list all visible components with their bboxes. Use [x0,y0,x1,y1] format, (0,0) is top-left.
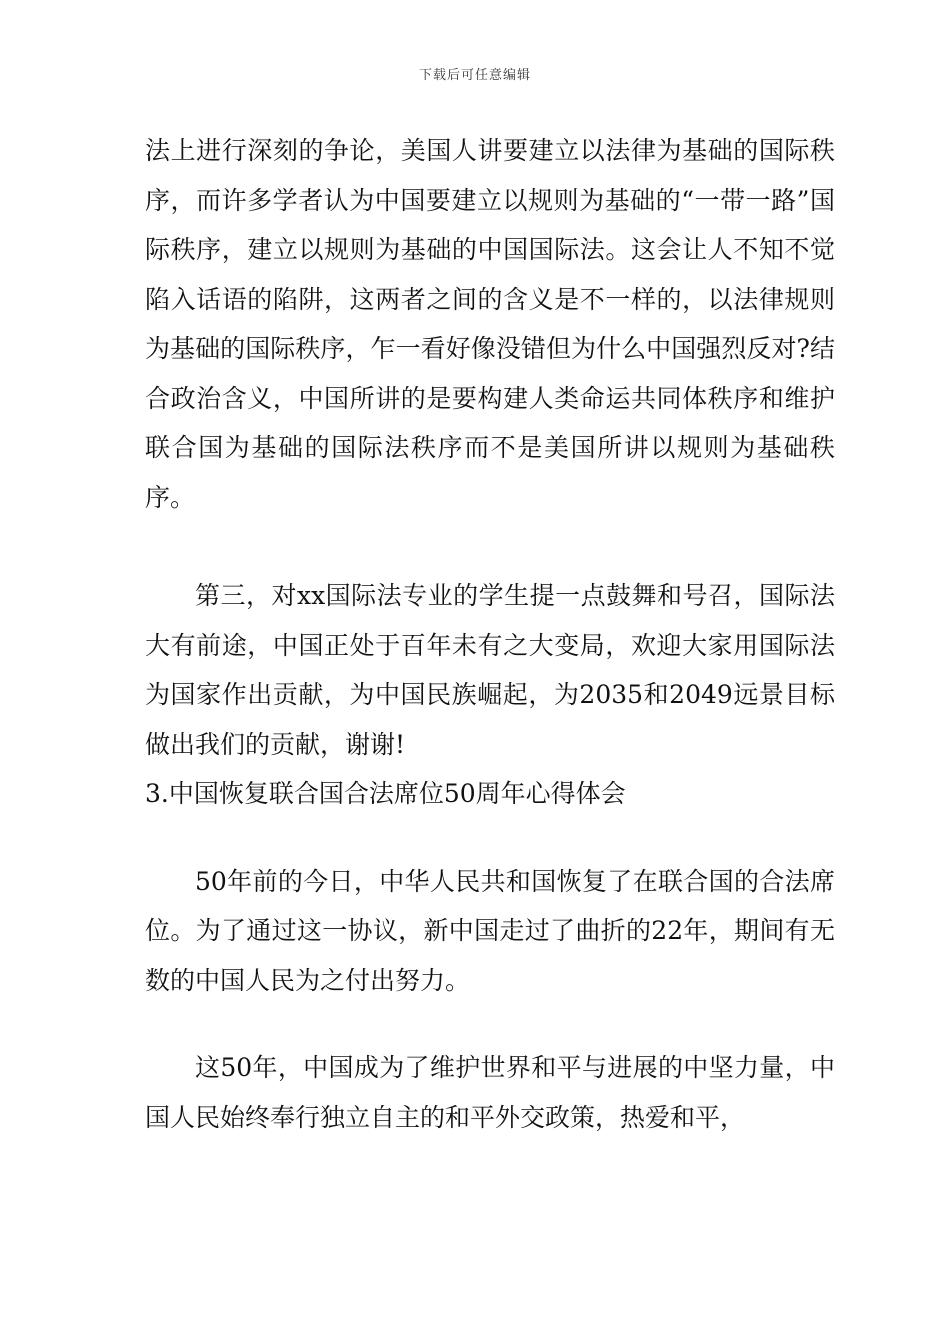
paragraph-3: 50年前的今日，中华人民共和国恢复了在联合国的合法席位。为了通过这一协议，新中国走过了曲折的22年，期间有无数的中国人民为之付出努力。 [145,866,835,995]
section-heading: 3.中国恢复联合国合法席位50周年心得体会 [145,779,626,808]
paragraph-4: 这50年，中国成为了维护世界和平与进展的中坚力量，中国人民始终奉行独立自主的和平外交政策，热爱和平， [145,1053,835,1132]
paragraph-1: 法上进行深刻的争论，美国人讲要建立以法律为基础的国际秩序，而许多学者认为中国要建立以规则为基础的“一带一路”国际秩序，建立以规则为基础的中国国际法。这会让人不知不觉陷入话语的陷阱，这两者之间的含义是不一样的，以法律规则为基础的国际秩序，乍一看好像没错但为什么中国强烈反对?结合政治含义，中国所讲的是要构建人类命运共同体秩序和维护联合国为基础的国际法秩序而不是美国所讲以规则为基础秩序。 [145,136,835,512]
page-header: 下载后可任意编辑 [418,68,531,83]
paragraph-2: 第三，对xx国际法专业的学生提一点鼓舞和号召，国际法大有前途，中国正处于百年未有之大变局，欢迎大家用国际法为国家作出贡献，为中国民族崛起，为2035和2049远景目标做出我们的贡献，谢谢! [145,581,835,759]
document-body [145,126,835,1142]
